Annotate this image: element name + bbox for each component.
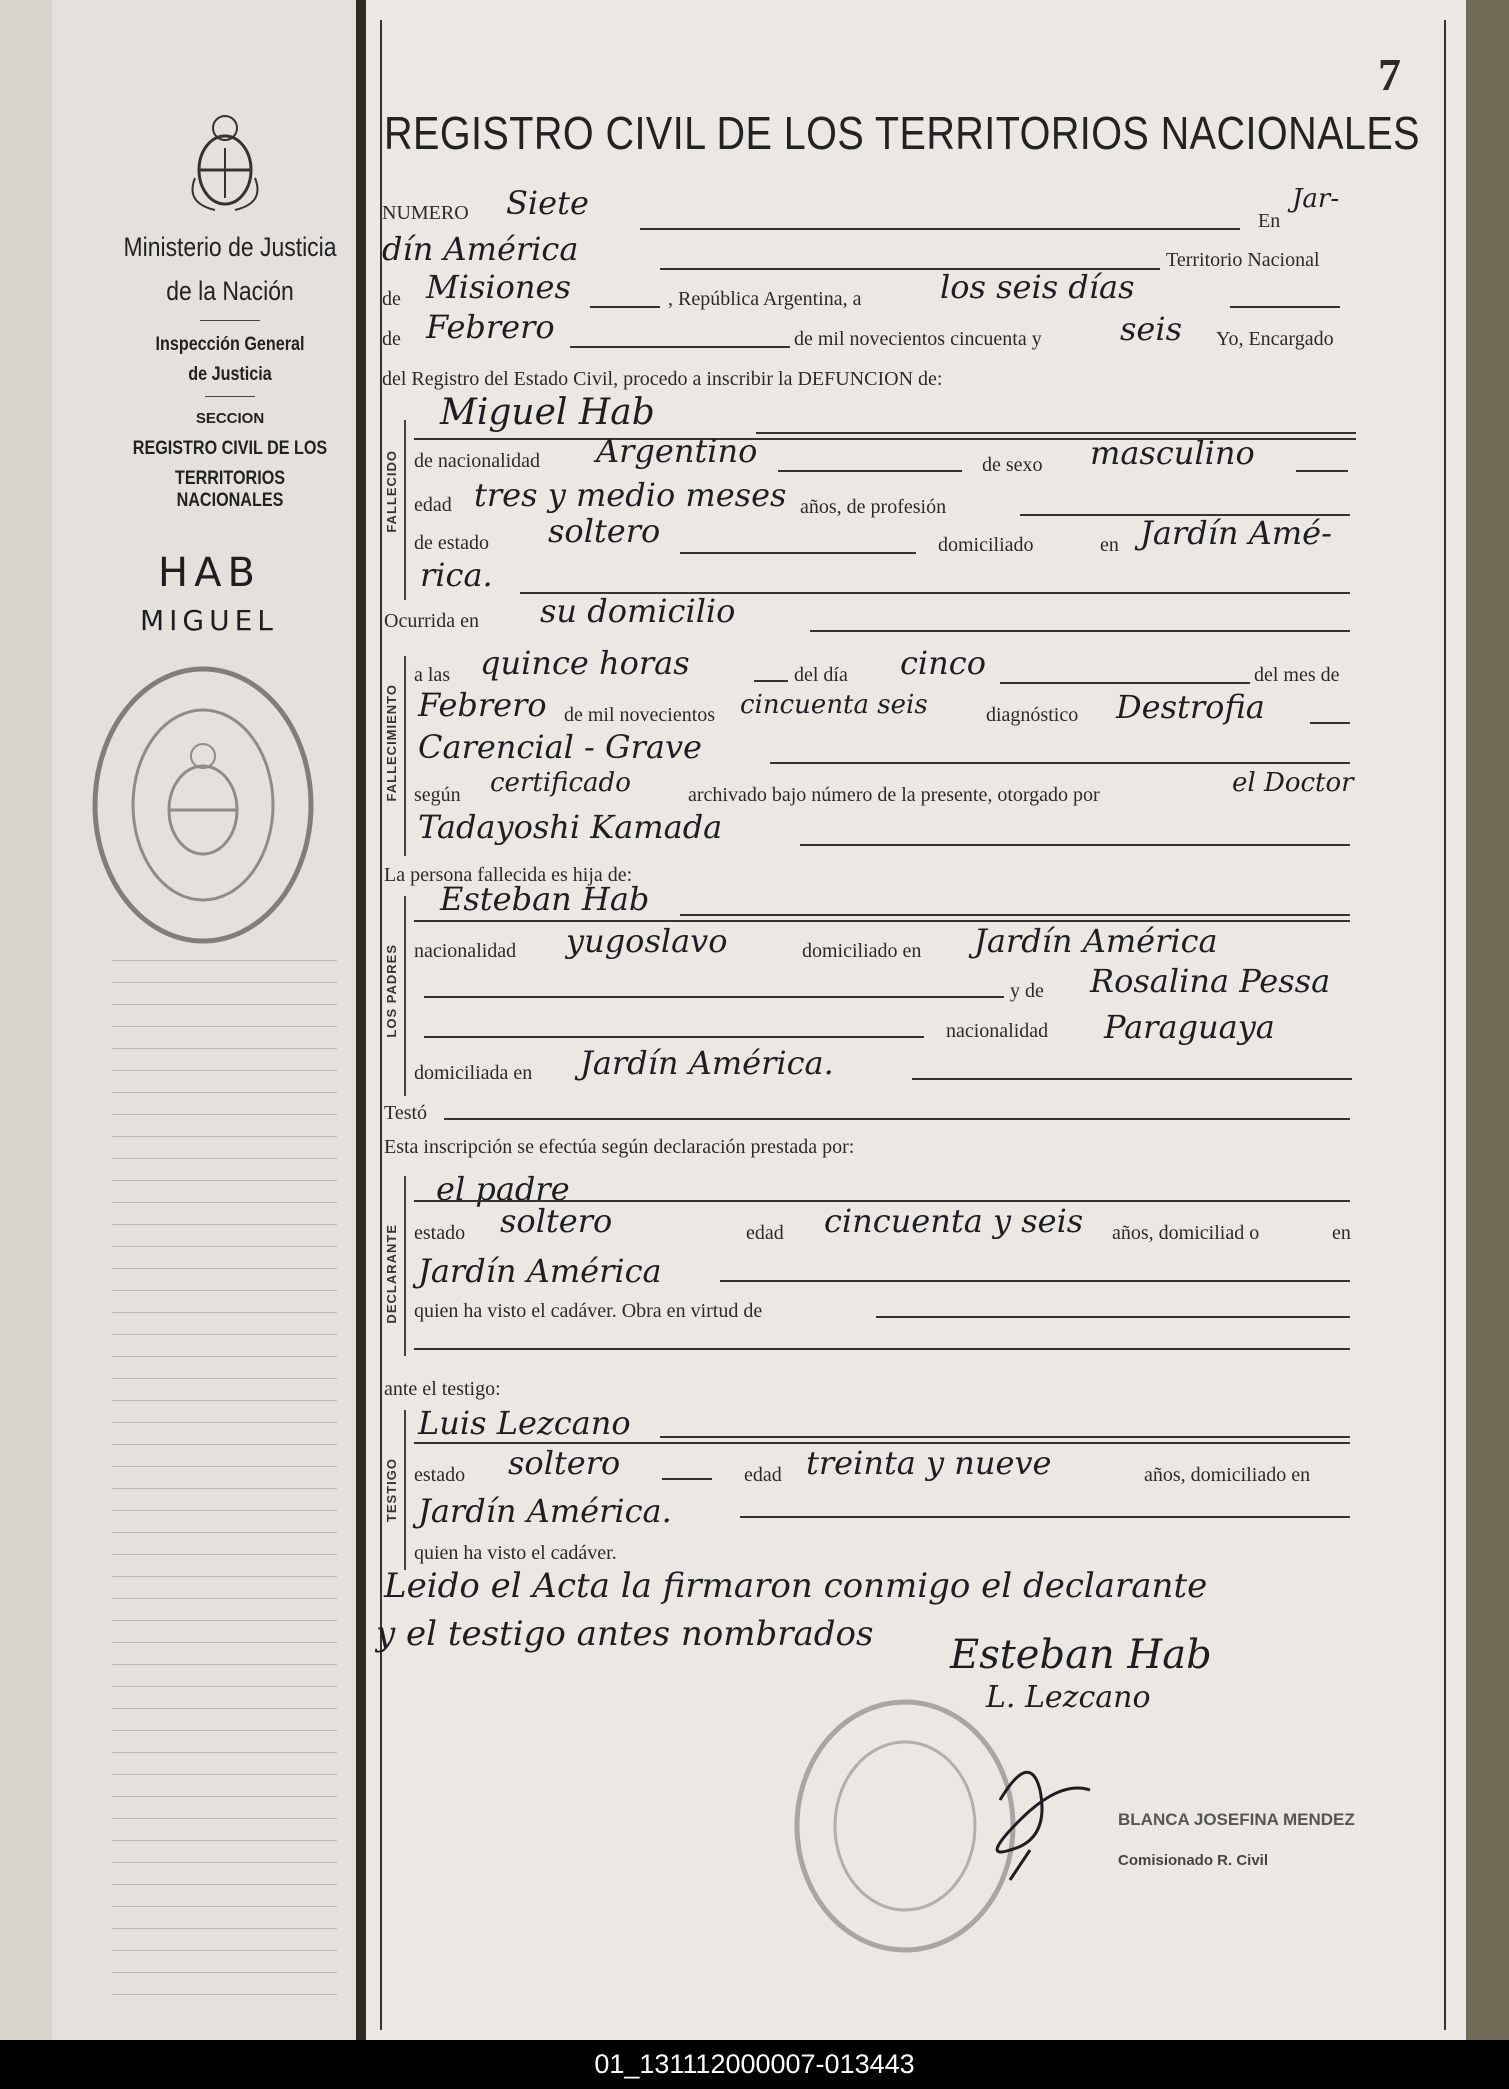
- margin-ruled-line: [112, 1510, 337, 1511]
- section-label: SECCION: [195, 410, 265, 427]
- signature-father: Esteban Hab: [950, 1632, 1212, 1678]
- numero-line: [640, 228, 1240, 230]
- margin-ruled-line: [112, 1642, 337, 1643]
- a-las-label: a las: [414, 664, 451, 686]
- decl-edad-value: cincuenta y seis: [824, 1202, 1084, 1240]
- madre-nac-label: nacionalidad: [946, 1020, 1049, 1042]
- test-dom-line: [740, 1516, 1350, 1518]
- margin-ruled-line: [112, 1004, 337, 1005]
- margin-ruled-line: [112, 982, 337, 983]
- fallecimiento-bracket: [404, 656, 406, 856]
- official-name: BLANCA JOSEFINA MENDEZ: [1118, 1810, 1355, 1829]
- margin-ruled-line: [112, 1554, 337, 1555]
- margin-ruled-line: [112, 1026, 337, 1027]
- margin-ruled-line: [112, 1884, 337, 1885]
- margin-ruled-line: [112, 1136, 337, 1137]
- decl-en-label: en: [1332, 1222, 1351, 1244]
- inspection-line1: Inspección General: [155, 334, 305, 355]
- decl-dom-line: [720, 1280, 1350, 1282]
- year-value: seis: [1120, 310, 1183, 348]
- diagnostico-value2: Carencial - Grave: [418, 728, 702, 766]
- doctor-value2: Tadayoshi Kamada: [418, 808, 723, 846]
- domiciliado-suffix: o: [1023, 534, 1034, 556]
- margin-ruled-line: [112, 1950, 337, 1951]
- margin-ruled-line: [112, 1994, 337, 1995]
- dia-line: [1230, 306, 1340, 308]
- territory-line: [590, 306, 660, 308]
- margin-ruled-line: [112, 1928, 337, 1929]
- certificado-value: certificado: [490, 768, 631, 798]
- margin-ruled-line: [112, 1488, 337, 1489]
- margin-ruled-line: [112, 1202, 337, 1203]
- dia-fall-value: cinco: [900, 644, 986, 682]
- margin-ruled-line: [112, 1312, 337, 1313]
- numero-value: Siete: [506, 184, 589, 222]
- anio-fall-value: cincuenta seis: [740, 690, 928, 720]
- test-edad-label: edad: [744, 1464, 782, 1486]
- territorio-label: Territorio Nacional: [1166, 249, 1320, 271]
- place-value: dín América: [382, 230, 579, 268]
- padre-nac-label: nacionalidad: [414, 940, 517, 962]
- diagnostico-label: diagnóstico: [986, 704, 1079, 726]
- madre-nac-value: Paraguaya: [1104, 1008, 1275, 1046]
- decl-edad-label: edad: [746, 1222, 784, 1244]
- del-dia-label: del día: [794, 664, 848, 686]
- republica-label: , República Argentina, a: [668, 288, 862, 310]
- margin-ruled-line: [112, 1862, 337, 1863]
- argentina-coat-of-arms-icon: [185, 108, 265, 218]
- numero-label: NUMERO: [382, 202, 469, 224]
- section-testigo: TESTIGO: [384, 1458, 399, 1523]
- margin-ruled-line: [112, 1818, 337, 1819]
- padre-nac-value: yugoslavo: [566, 922, 728, 960]
- quien-label: quien ha visto el cadáver. Obra en virtud de: [414, 1300, 763, 1322]
- archivado-label: archivado bajo número de la presente, otorgado por: [688, 784, 1100, 806]
- margin-ruled-line: [112, 1906, 337, 1907]
- margin-ruled-line: [112, 1400, 337, 1401]
- margin-ruled-line: [112, 1048, 337, 1049]
- domiciliado-text: domiciliad: [938, 534, 1024, 556]
- ante-label: ante el testigo:: [384, 1378, 501, 1400]
- margin-ruled-line: [112, 1378, 337, 1379]
- margin-ruled-line: [112, 1268, 337, 1269]
- form-title: REGISTRO CIVIL DE LOS TERRITORIOS NACIONALES: [384, 107, 1420, 159]
- margin-ruled-line: [112, 1246, 337, 1247]
- mil2-label: de mil novecientos: [564, 704, 716, 726]
- madre-nac-line: [424, 1036, 924, 1038]
- padre-dom-label: domiciliado en: [802, 940, 922, 962]
- margin-ruled-line: [112, 1334, 337, 1335]
- testigo-bracket: [404, 1410, 406, 1570]
- diagnostico-line2: [770, 762, 1350, 764]
- margin-given-name: MIGUEL: [140, 604, 278, 637]
- y-de-line: [424, 996, 1004, 998]
- declarante-value: el padre: [436, 1170, 570, 1208]
- margin-ruled-line: [112, 1686, 337, 1687]
- en-label: En: [1258, 210, 1281, 232]
- closing-line1: Leido el Acta la firmaron conmigo el declarante: [384, 1566, 1208, 1606]
- margin-ruled-line: [112, 1422, 337, 1423]
- inscripcion-label: Esta inscripción se efectúa según declaración prestada por:: [384, 1136, 855, 1158]
- book-cover-edge: [1466, 0, 1509, 2040]
- dia-fall-line: [1000, 682, 1250, 684]
- domicilio-value2: rica.: [420, 556, 493, 594]
- fallecido-bracket: [404, 420, 406, 600]
- y-de-label: y de: [1010, 980, 1044, 1002]
- padre-dom-value: Jardín América: [974, 922, 1218, 960]
- section-declarante: DECLARANTE: [384, 1224, 399, 1324]
- margin-ruled-line: [112, 1664, 337, 1665]
- en-label-fallecido: en: [1100, 534, 1119, 556]
- hija-label: La persona fallecida es hija de:: [384, 864, 633, 886]
- closing-line2: y el testigo antes nombrados: [376, 1614, 874, 1654]
- domiciliado-label: [938, 534, 1034, 557]
- test-estado-label: estado: [414, 1464, 466, 1486]
- father-name: Esteban Hab: [440, 880, 650, 918]
- father-line: [680, 914, 1350, 916]
- test-quien-label: quien ha visto el cadáver.: [414, 1542, 617, 1564]
- document-id-footer: 01_131112000007-013443: [0, 2040, 1509, 2089]
- quien-line2: [414, 1348, 1350, 1350]
- margin-ruled-line: [112, 1598, 337, 1599]
- madre-dom-line: [912, 1078, 1352, 1080]
- del-mes-label: del mes de: [1254, 664, 1340, 686]
- ministry-line2: de la Nación: [166, 276, 294, 306]
- en-value: Jar-: [1292, 184, 1340, 214]
- margin-ruled-line: [112, 1356, 337, 1357]
- margin-ruled-line: [112, 1532, 337, 1533]
- test-dom-value: Jardín América.: [418, 1492, 672, 1530]
- de-label-2: de: [382, 328, 401, 350]
- ocurrida-line: [810, 630, 1350, 632]
- margin-ruled-line: [112, 960, 337, 961]
- page-number: 7: [1378, 49, 1401, 100]
- estado-label: de estado: [414, 532, 489, 554]
- mil-label: de mil novecientos cincuenta y: [794, 328, 1042, 350]
- diagnostico-line1: [1310, 722, 1350, 724]
- decl-dom-value: Jardín América: [418, 1252, 662, 1290]
- margin-ruled-line: [112, 1730, 337, 1731]
- mes-fall-value: Febrero: [418, 686, 547, 724]
- signature-witness: L. Lezcano: [986, 1680, 1151, 1715]
- edad-label: edad: [414, 494, 452, 516]
- official-title: Comisionado R. Civil: [1118, 1852, 1269, 1869]
- nacionalidad-line: [778, 470, 962, 472]
- decl-dom-suffix: o: [1249, 1222, 1260, 1244]
- margin-ruled-line: [112, 1576, 337, 1577]
- profesion-label: años, de profesión: [800, 496, 947, 518]
- margin-ruled-line: [112, 1158, 337, 1159]
- section-fallecido: FALLECIDO: [384, 450, 399, 533]
- ocurrida-value: su domicilio: [540, 592, 736, 630]
- padres-bracket: [404, 896, 406, 1096]
- inspection-divider: [205, 396, 255, 397]
- testo-line: [444, 1118, 1350, 1120]
- civil-registry-stamp: [88, 660, 318, 950]
- registro-label: del Registro del Estado Civil, procedo a inscribir la DEFUNCION de:: [382, 368, 943, 390]
- test-anios-label: años, domiciliado en: [1144, 1464, 1311, 1486]
- margin-ruled-line: [112, 1840, 337, 1841]
- section-padres: LOS PADRES: [384, 944, 399, 1038]
- ministry-divider: [200, 320, 260, 321]
- declarante-bracket: [404, 1176, 406, 1356]
- section-fallecimiento: FALLECIMIENTO: [384, 684, 399, 802]
- madre-dom-label: domiciliada en: [414, 1062, 533, 1084]
- margin-surname: HAB: [158, 550, 261, 596]
- month-value: Febrero: [426, 308, 555, 346]
- margin-ruled-line: [112, 1114, 337, 1115]
- deceased-name: Miguel Hab: [440, 392, 655, 433]
- dia-value: los seis días: [940, 268, 1135, 306]
- test-estado-value: soltero: [508, 1444, 621, 1482]
- domicilio-value1: Jardín Amé-: [1140, 514, 1332, 552]
- hora-value: quince horas: [480, 644, 690, 682]
- yo-label: Yo, Encargado: [1216, 328, 1334, 350]
- book-gutter: [356, 0, 366, 2040]
- de-label: de: [382, 288, 401, 310]
- margin-ruled-line: [112, 1620, 337, 1621]
- estado-value: soltero: [548, 512, 661, 550]
- inspection-line2: de Justicia: [188, 364, 272, 385]
- decl-anios-text: años, domiciliad: [1112, 1222, 1245, 1244]
- margin-ruled-line: [112, 1092, 337, 1093]
- testigo-name: Luis Lezcano: [418, 1404, 631, 1442]
- test-estado-line: [662, 1478, 712, 1480]
- deceased-line: [756, 432, 1356, 434]
- margin-ruled-line: [112, 1708, 337, 1709]
- official-signature: [970, 1730, 1130, 1890]
- territory-value: Misiones: [426, 268, 571, 306]
- sexo-label: de sexo: [982, 454, 1043, 476]
- margin-ruled-line: [112, 1290, 337, 1291]
- nacionalidad-label: de nacionalidad: [414, 450, 541, 472]
- doctor-value1: el Doctor: [1232, 768, 1354, 798]
- mother-name: Rosalina Pessa: [1090, 962, 1331, 1000]
- nacionalidad-value: Argentino: [596, 432, 758, 470]
- margin-ruled-line: [112, 1070, 337, 1071]
- testigo-line: [660, 1436, 1350, 1438]
- margin-ruled-line: [112, 1224, 337, 1225]
- margin-ruled-line: [112, 1796, 337, 1797]
- margin-ruled-line: [112, 1972, 337, 1973]
- decl-estado-value: soltero: [500, 1202, 613, 1240]
- ocurrida-label: Ocurrida en: [384, 610, 479, 632]
- estado-line: [680, 552, 916, 554]
- decl-anios-label: [1112, 1222, 1259, 1245]
- month-line: [570, 346, 790, 348]
- margin-ruled-line: [112, 1444, 337, 1445]
- quien-line: [876, 1316, 1350, 1318]
- diagnostico-value1: Destrofia: [1116, 688, 1265, 726]
- doctor-line: [800, 844, 1350, 846]
- segun-label: según: [414, 784, 461, 806]
- section-line1: REGISTRO CIVIL DE LOS: [132, 438, 328, 459]
- edad-value: tres y medio meses: [474, 476, 787, 514]
- decl-estado-label: estado: [414, 1222, 466, 1244]
- ministry-line1: Ministerio de Justicia: [123, 232, 337, 262]
- margin-ruled-line: [112, 1180, 337, 1181]
- section-line2: TERRITORIOS NACIONALES: [174, 468, 286, 511]
- margin-ruled-line: [112, 1752, 337, 1753]
- test-edad-value: treinta y nueve: [806, 1444, 1052, 1482]
- hora-line: [754, 680, 788, 682]
- previous-page-edge: [0, 0, 55, 2040]
- madre-dom-value: Jardín América.: [580, 1044, 834, 1082]
- sexo-line: [1296, 470, 1348, 472]
- sexo-value: masculino: [1090, 434, 1255, 472]
- testo-label: Testó: [384, 1102, 428, 1124]
- margin-ruled-line: [112, 1774, 337, 1775]
- margin-ruled-line: [112, 1466, 337, 1467]
